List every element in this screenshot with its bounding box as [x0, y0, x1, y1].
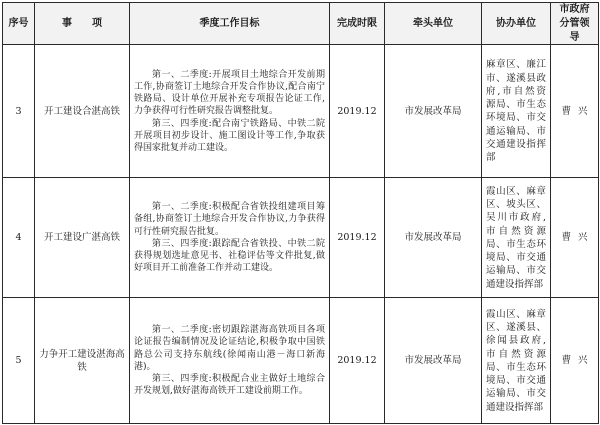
row-assist-unit: 霞山区、麻章区、遂溪县、徐闻县政府,市自然资源局、市生态环境局、市交通运输局、市交通建设指挥部	[482, 298, 551, 424]
row-item: 力争开工建设湛海高铁	[35, 298, 130, 424]
goal-q12: 第一、二季度:积极配合省铁投组建项目筹备组,协商签订土地综合开发合作协议,力争获得可行性研究报告批复。	[134, 202, 325, 237]
col-header-lead-unit: 牵头单位	[385, 3, 482, 45]
col-header-item: 事 项	[35, 3, 130, 45]
row-leader: 曹兴	[551, 298, 599, 424]
row-assist-unit: 霞山区、麻章区、坡头区、吴川市政府,市自然资源局、市生态环境局、市交通运输局、市交通建设指挥部	[482, 178, 551, 298]
row-seq: 5	[3, 298, 35, 424]
header-row	[3, 3, 599, 45]
row-leader: 曹兴	[551, 178, 599, 298]
row-deadline: 2019.12	[330, 178, 385, 298]
row-lead-unit: 市发展改革局	[385, 45, 482, 178]
row-goal	[130, 178, 330, 298]
goal-q34: 第三、四季度:配合南宁铁路局、中铁二院开展项目初步设计、施工图设计等工作,争取获得国家批复并动工建设。	[134, 118, 325, 153]
row-goal	[130, 298, 330, 424]
col-header-deadline: 完成时限	[330, 3, 385, 45]
row-deadline: 2019.12	[330, 298, 385, 424]
table-row	[3, 45, 599, 178]
row-goal	[130, 45, 330, 178]
goal-q34: 第三、四季度:跟踪配合省铁投、中铁二院获得规划选址意见书、社稳评估等文件批复,做好项目开工前准备工作并动工建设。	[134, 238, 325, 274]
col-header-leader: 市政府分管领导	[551, 3, 599, 45]
table-row	[3, 178, 599, 298]
col-header-goal: 季度工作目标	[130, 3, 330, 45]
goal-q34: 第三、四季度:积极配合业主做好土地综合开发规划,做好湛海高铁开工建设前期工作。	[134, 374, 325, 397]
row-seq: 4	[3, 178, 35, 298]
row-lead-unit: 市发展改革局	[385, 178, 482, 298]
col-header-seq: 序号	[3, 3, 35, 45]
row-item: 开工建设合湛高铁	[35, 45, 130, 178]
row-assist-unit: 麻章区、廉江市、遂溪县政府,市自然资源局、市生态环境局、市交通运输局、市交通建设指挥部	[482, 45, 551, 178]
row-item: 开工建设广湛高铁	[35, 178, 130, 298]
row-lead-unit: 市发展改革局	[385, 298, 482, 424]
col-header-assist-unit: 协办单位	[482, 3, 551, 45]
table-row	[3, 298, 599, 424]
goal-q12: 第一、二季度:开展项目土地综合开发前期工作,协商签订土地综合开发合作协议,配合南宁铁路局、设计单位开展补充专项报告论证工作,力争获得可行性研究报告调整批复。	[134, 69, 325, 117]
row-deadline: 2019.12	[330, 45, 385, 178]
goal-q12: 第一、二季度:密切跟踪湛海高铁项目各项论证报告编制情况及论证结论,积极争取中国铁路总公司支持东航线(徐闻南山港－海口新海港)。	[134, 325, 325, 372]
row-seq: 3	[3, 45, 35, 178]
work-plan-table	[2, 2, 599, 424]
row-leader: 曹兴	[551, 45, 599, 178]
